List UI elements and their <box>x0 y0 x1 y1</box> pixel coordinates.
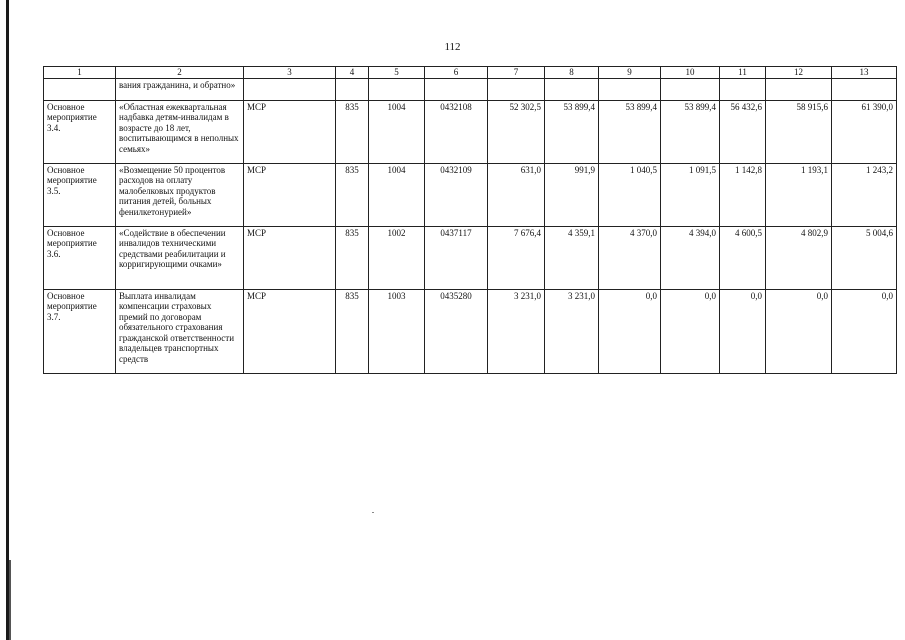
value-cell: 56 432,6 <box>720 100 766 163</box>
value-cell: 0,0 <box>832 289 897 373</box>
table-row <box>44 100 897 163</box>
value-cell <box>832 78 897 100</box>
column-number: 11 <box>720 67 766 79</box>
value-cell: 7 676,4 <box>488 226 545 289</box>
code-cell: 1002 <box>369 226 425 289</box>
value-cell: 1 091,5 <box>661 163 720 226</box>
scan-edge-shadow <box>6 0 9 640</box>
value-cell: 0,0 <box>720 289 766 373</box>
column-number: 1 <box>44 67 116 79</box>
code-cell: 835 <box>336 163 369 226</box>
value-cell: 4 394,0 <box>661 226 720 289</box>
value-cell: 4 370,0 <box>599 226 661 289</box>
budget-table <box>43 66 897 374</box>
value-cell: 631,0 <box>488 163 545 226</box>
column-number: 13 <box>832 67 897 79</box>
code-cell: 835 <box>336 100 369 163</box>
budget-table-body <box>44 67 897 374</box>
value-cell: 0,0 <box>599 289 661 373</box>
measure-cell: Основное мероприятие 3.7. <box>44 289 116 373</box>
measure-title-cell: Выплата инвалидам компенсации страховых премий по договорам обязательного страхования гражданской ответственности владельцев транспортных средств <box>116 289 244 373</box>
column-number: 5 <box>369 67 425 79</box>
measure-cell: Основное мероприятие 3.5. <box>44 163 116 226</box>
column-number: 8 <box>545 67 599 79</box>
column-number: 9 <box>599 67 661 79</box>
value-cell: 1 193,1 <box>766 163 832 226</box>
value-cell: 5 004,6 <box>832 226 897 289</box>
scan-edge-tail <box>9 560 11 640</box>
executor-cell: МСР <box>244 289 336 373</box>
column-number: 10 <box>661 67 720 79</box>
value-cell: 0,0 <box>661 289 720 373</box>
code-cell <box>369 78 425 100</box>
executor-cell: МСР <box>244 226 336 289</box>
measure-cell: Основное мероприятие 3.4. <box>44 100 116 163</box>
value-cell <box>545 78 599 100</box>
value-cell <box>599 78 661 100</box>
value-cell: 53 899,4 <box>545 100 599 163</box>
value-cell <box>488 78 545 100</box>
code-cell <box>425 78 488 100</box>
measure-title-cell: «Возмещение 50 процентов расходов на оплату малобелковых продуктов питания детей, больных фенилкетонурией» <box>116 163 244 226</box>
table-row <box>44 78 897 100</box>
table-row <box>44 226 897 289</box>
column-number: 4 <box>336 67 369 79</box>
executor-cell: МСР <box>244 163 336 226</box>
executor-cell <box>244 78 336 100</box>
column-number: 2 <box>116 67 244 79</box>
value-cell: 991,9 <box>545 163 599 226</box>
value-cell <box>661 78 720 100</box>
value-cell: 61 390,0 <box>832 100 897 163</box>
value-cell: 58 915,6 <box>766 100 832 163</box>
value-cell: 3 231,0 <box>545 289 599 373</box>
value-cell: 1 040,5 <box>599 163 661 226</box>
value-cell: 4 600,5 <box>720 226 766 289</box>
column-number: 7 <box>488 67 545 79</box>
code-cell: 1004 <box>369 163 425 226</box>
value-cell: 0,0 <box>766 289 832 373</box>
measure-title-cell: «Содействие в обеспечении инвалидов техническими средствами реабилитации и корригирующими очками» <box>116 226 244 289</box>
column-number-row <box>44 67 897 79</box>
column-number: 6 <box>425 67 488 79</box>
code-cell: 0432108 <box>425 100 488 163</box>
measure-cell: Основное мероприятие 3.6. <box>44 226 116 289</box>
page-number: 112 <box>444 41 461 53</box>
measure-cell <box>44 78 116 100</box>
value-cell: 1 243,2 <box>832 163 897 226</box>
value-cell: 4 802,9 <box>766 226 832 289</box>
table-row <box>44 163 897 226</box>
executor-cell: МСР <box>244 100 336 163</box>
measure-title-cell: вания гражданина, и обратно» <box>116 78 244 100</box>
code-cell: 835 <box>336 226 369 289</box>
value-cell: 53 899,4 <box>599 100 661 163</box>
value-cell: 3 231,0 <box>488 289 545 373</box>
code-cell: 0435280 <box>425 289 488 373</box>
value-cell <box>720 78 766 100</box>
value-cell <box>766 78 832 100</box>
code-cell: 835 <box>336 289 369 373</box>
scan-speck <box>372 512 374 513</box>
value-cell: 4 359,1 <box>545 226 599 289</box>
value-cell: 1 142,8 <box>720 163 766 226</box>
column-number: 3 <box>244 67 336 79</box>
code-cell: 1004 <box>369 100 425 163</box>
column-number: 12 <box>766 67 832 79</box>
code-cell: 0437117 <box>425 226 488 289</box>
value-cell: 52 302,5 <box>488 100 545 163</box>
table-row <box>44 289 897 373</box>
code-cell: 0432109 <box>425 163 488 226</box>
code-cell: 1003 <box>369 289 425 373</box>
measure-title-cell: «Областная ежеквартальная надбавка детям-инвалидам в возрасте до 18 лет, воспитывающимся в неполных семьях» <box>116 100 244 163</box>
value-cell: 53 899,4 <box>661 100 720 163</box>
code-cell <box>336 78 369 100</box>
